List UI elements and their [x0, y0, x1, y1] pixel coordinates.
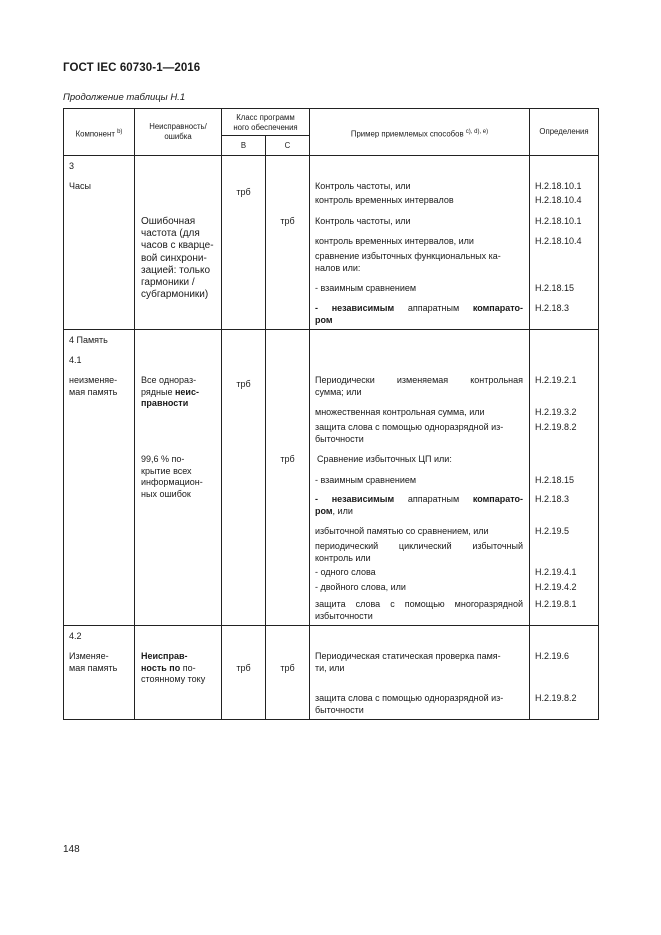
- method-text: - взаимным сравнением: [315, 475, 417, 485]
- method-text: контроль или: [315, 553, 371, 563]
- definition-ref: Н.2.19.8.1: [535, 599, 577, 609]
- method-text: избыточной памятью со сравнением, или: [315, 526, 489, 536]
- definition-ref: Н.2.19.4.1: [535, 567, 577, 577]
- document-title: ГОСТ IEC 60730-1—2016: [63, 62, 201, 74]
- method-text: ром, или: [315, 506, 353, 516]
- component-name: Часы: [69, 181, 91, 191]
- page-number: 148: [63, 844, 80, 855]
- definition-ref: Н.2.18.15: [535, 283, 575, 293]
- row-divider: [221, 135, 309, 136]
- method-text: - взаимным сравнением: [315, 283, 417, 293]
- definition-ref: Н.2.19.8.2: [535, 693, 577, 703]
- fault-text: Неисправ- ность по по- стоянному току: [141, 651, 206, 684]
- definition-ref: Н.2.18.15: [535, 475, 575, 485]
- method-text: Контроль частоты, или: [315, 216, 411, 226]
- class-b-value: трб: [236, 187, 251, 197]
- method-text: сравнение избыточных функциональных ка-: [315, 251, 501, 261]
- table-caption: Продолжение таблицы Н.1: [63, 92, 186, 103]
- class-c-value: трб: [280, 454, 295, 464]
- method-text: защита слова с помощью многоразрядной: [315, 599, 523, 609]
- method-text: сумма; или: [315, 387, 362, 397]
- header-definitions: Определения: [539, 127, 589, 136]
- method-text: Контроль частоты, или: [315, 181, 411, 191]
- method-text: - одного слова: [315, 567, 376, 577]
- data-table: [63, 108, 599, 720]
- method-text: Периодическая статическая проверка памя-: [315, 651, 501, 661]
- definition-ref: Н.2.19.3.2: [535, 407, 577, 417]
- definition-ref: Н.2.19.2.1: [535, 375, 577, 385]
- row-divider: [64, 625, 598, 626]
- class-b-value: трб: [236, 663, 251, 673]
- fault-text: Ошибочная частота (для часов с кварце- вой синхрони- зацией: только гармоники / субгармоники): [141, 216, 214, 301]
- header-class-c: C: [284, 141, 291, 150]
- col-divider: [529, 109, 530, 720]
- method-text: быточности: [315, 434, 364, 444]
- method-text: периодический циклический избыточный: [315, 541, 523, 551]
- definition-ref: Н.2.19.6: [535, 651, 570, 661]
- section-title: 4 Память: [69, 335, 108, 345]
- method-text: множественная контрольная сумма, или: [315, 407, 485, 417]
- method-text: быточности: [315, 705, 364, 715]
- definition-ref: Н.2.18.10.4: [535, 195, 582, 205]
- method-text: - двойного слова, или: [315, 582, 406, 592]
- fault-text: 99,6 % по- крытие всех информацион- ных ошибок: [141, 454, 203, 499]
- header-example-sup: c), d), e): [465, 129, 489, 135]
- method-text: контроль временных интервалов, или: [315, 236, 474, 246]
- row-divider: [64, 155, 598, 156]
- definition-ref: Н.2.18.10.4: [535, 236, 582, 246]
- method-text: налов или:: [315, 263, 361, 273]
- method-text: защита слова с помощью одноразрядной из-: [315, 693, 504, 703]
- row-divider: [64, 329, 598, 330]
- definition-ref: Н.2.18.10.1: [535, 181, 582, 191]
- header-class-b: B: [240, 141, 247, 150]
- component-name: неизменяе- мая память: [69, 375, 118, 397]
- method-text: - независимым аппаратным компарато-: [315, 303, 523, 313]
- header-class: Класс программ ного обеспечения: [233, 113, 298, 132]
- col-divider: [309, 109, 310, 720]
- col-divider: [134, 109, 135, 720]
- method-text: Периодически изменяемая контрольная: [315, 375, 523, 385]
- definition-ref: Н.2.19.4.2: [535, 582, 577, 592]
- method-text: избыточности: [315, 611, 373, 621]
- method-text: ти, или: [315, 663, 345, 673]
- definition-ref: Н.2.18.3: [535, 303, 570, 313]
- header-example: Пример приемлемых способов $^{c), d), e)}$: [350, 129, 489, 139]
- header-component-sup: b): [117, 129, 123, 135]
- definition-ref: Н.2.18.3: [535, 494, 570, 504]
- method-text: Сравнение избыточных ЦП или:: [317, 454, 452, 464]
- method-text: защита слова с помощью одноразрядной из-: [315, 422, 504, 432]
- section-number: 4.1: [69, 355, 82, 365]
- class-b-value: трб: [236, 379, 251, 389]
- section-number: 4.2: [69, 631, 82, 641]
- method-text: ром: [315, 315, 333, 325]
- section-number: 3: [69, 161, 75, 171]
- class-c-value: трб: [280, 663, 295, 673]
- header-component: Компонент $^{b)}$: [75, 129, 123, 139]
- fault-text: Все однораз- рядные неис- правности: [141, 375, 199, 408]
- definition-ref: Н.2.19.5: [535, 526, 570, 536]
- class-c-value: трб: [280, 216, 295, 226]
- col-divider: [221, 109, 222, 720]
- definition-ref: Н.2.18.10.1: [535, 216, 582, 226]
- method-text: контроль временных интервалов: [315, 195, 454, 205]
- header-fault: Неисправность/ ошибка: [149, 122, 207, 141]
- component-name: Изменяе- мая память: [69, 651, 118, 673]
- method-text: - независимым аппаратным компарато-: [315, 494, 523, 504]
- definition-ref: Н.2.19.8.2: [535, 422, 577, 432]
